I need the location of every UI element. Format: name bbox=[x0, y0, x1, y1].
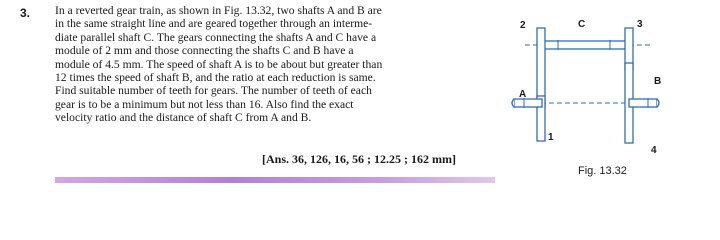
gear-4-label: 4 bbox=[651, 145, 657, 156]
gear-1-label: 1 bbox=[548, 132, 554, 143]
shaft-a bbox=[514, 99, 542, 107]
problem-line: gear is to be a minimum but not less than 16. Also find the exact bbox=[55, 97, 354, 111]
answer-text: [Ans. 36, 126, 16, 56 ; 12.25 ; 162 mm] bbox=[262, 152, 456, 166]
shaft-a-label: A bbox=[519, 89, 527, 100]
question-number: 3. bbox=[20, 6, 31, 20]
shaft-c-label: C bbox=[578, 19, 586, 30]
gear-2-label: 2 bbox=[520, 20, 526, 31]
problem-statement bbox=[55, 4, 495, 125]
problem-line: In a reverted gear train, as shown in Fig. 13.32, two shafts A and B are bbox=[55, 4, 382, 17]
problem-line: Find suitable number of teeth for gears. The number of teeth of each bbox=[55, 84, 372, 98]
shaft-b-end bbox=[657, 99, 659, 107]
shaft-a-end bbox=[512, 99, 514, 107]
highlight-band bbox=[55, 177, 495, 183]
gear-3-label: 3 bbox=[637, 19, 643, 30]
problem-line: module of 2 mm and those connecting the shafts C and B have a bbox=[55, 44, 354, 58]
problem-line: in the same straight line and are geared together through an interme- bbox=[55, 17, 373, 31]
figure-caption: Fig. 13.32 bbox=[578, 165, 627, 177]
problem-line: module of 4.5 mm. The speed of shaft A is to be about but greater than bbox=[55, 57, 383, 71]
shaft-b-label: B bbox=[654, 76, 662, 87]
problem-line: diate parallel shaft C. The gears connecting the shafts A and C have a bbox=[55, 30, 377, 44]
shaft-b bbox=[629, 99, 657, 107]
problem-line: 12 times the speed of shaft B, and the ratio at each reduction is same. bbox=[55, 71, 376, 85]
gear-train-figure bbox=[500, 0, 720, 183]
problem-line: velocity ratio and the distance of shaft C from A and B. bbox=[55, 111, 312, 125]
shaft-c bbox=[540, 41, 630, 49]
